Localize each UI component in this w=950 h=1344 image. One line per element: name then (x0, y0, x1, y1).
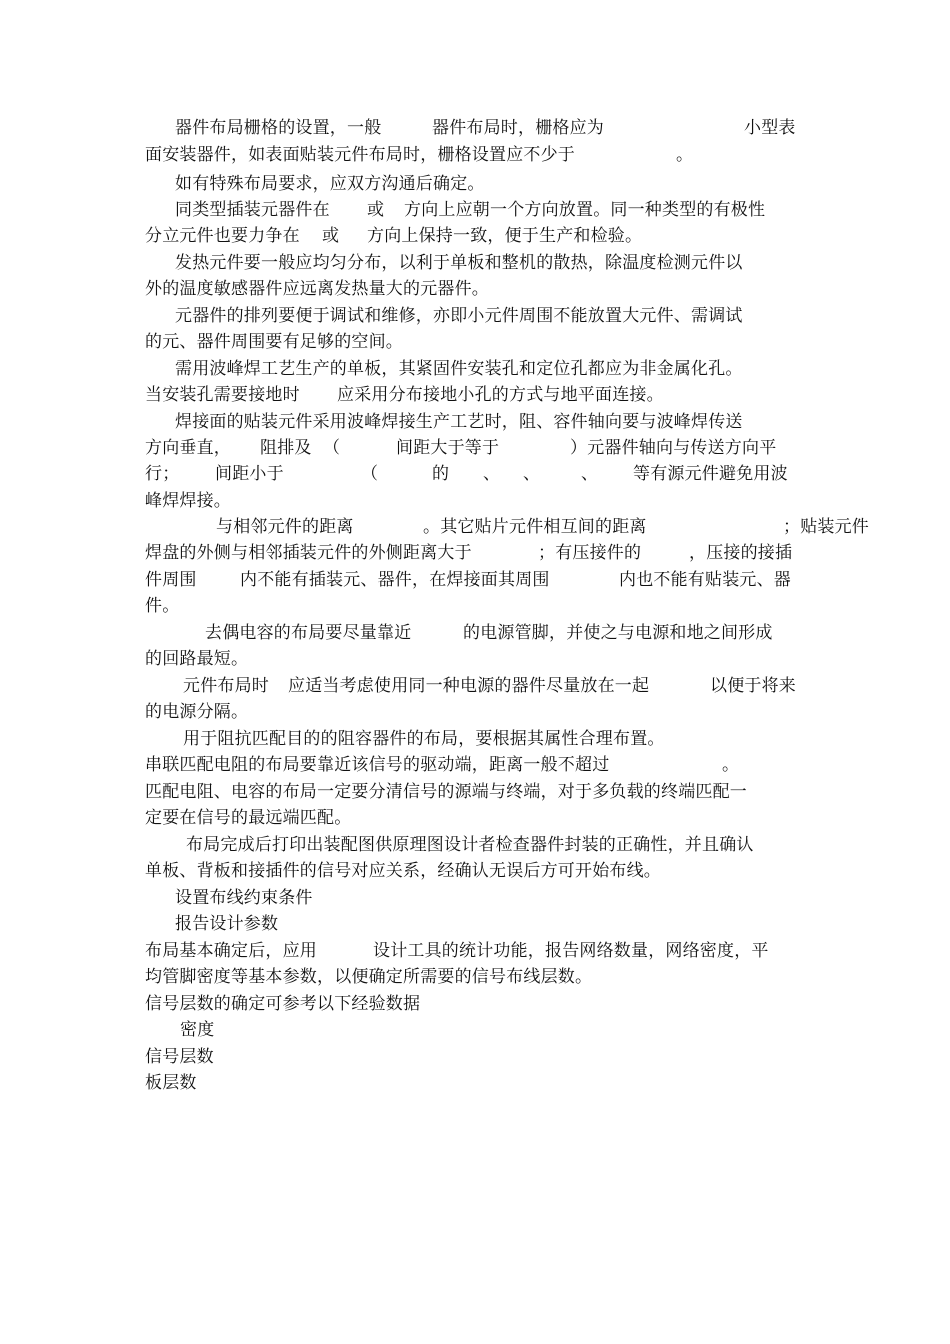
text-segment: 需用波峰焊工艺生产的单板，其紧固件安装孔和定位孔都应为非金属化孔。 (175, 359, 743, 379)
text-segment: 器件布局栅格的设置，一般 (175, 118, 382, 138)
text-segment: 小型表 (744, 118, 796, 138)
text-segment: 定要在信号的最远端匹配。 (145, 808, 352, 828)
text-segment: 报告设计参数 (175, 914, 279, 934)
text-segment: 的回路最短。 (145, 649, 249, 669)
text-segment: 密度 (180, 1020, 215, 1040)
text-segment: 元件布局时 (183, 676, 269, 696)
text-segment: 设置布线约束条件 (175, 888, 313, 908)
text-segment: 如有特殊布局要求，应双方沟通后确定。 (175, 174, 485, 194)
text-segment: 面安装器件，如表面贴装元件布局时，栅格设置应不少于 (145, 145, 575, 165)
text-segment: 布局基本确定后，应用 (145, 941, 317, 961)
text-segment: 阻排及 (260, 438, 312, 458)
text-segment: 。 (722, 755, 740, 775)
text-segment: 串联匹配电阻的布局要靠近该信号的驱动端，距离一般不超过 (145, 755, 610, 775)
text-segment: 件周围 (145, 570, 197, 590)
text-segment: 应采用分布接地小孔的方式与地平面连接。 (337, 385, 664, 405)
text-segment: 应适当考虑使用同一种电源的器件尽量放在一起 (288, 676, 650, 696)
text-segment: （ (323, 438, 341, 458)
text-segment: 间距小于 (215, 464, 284, 484)
text-segment: 方向垂直， (145, 438, 231, 458)
text-segment: 分立元件也要力争在 (145, 226, 300, 246)
text-segment: 方向上保持一致，便于生产和检验。 (367, 226, 643, 246)
text-segment: ；有压接件的 (538, 543, 642, 563)
text-segment: 信号层数 (145, 1047, 214, 1067)
text-segment: 、 (523, 464, 541, 484)
text-segment: 或 (322, 226, 340, 246)
text-segment: 或 (367, 200, 385, 220)
text-segment: ）元器件轴向与传送方向平 (570, 438, 777, 458)
text-segment: 方向上应朝一个方向放置。同一种类型的有极性 (404, 200, 766, 220)
text-segment: 、 (581, 464, 599, 484)
text-segment: 器件布局时，栅格应为 (432, 118, 604, 138)
text-segment: 内也不能有贴装元、器 (619, 570, 791, 590)
text-segment: 设计工具的统计功能，报告网络数量，网络密度，平 (373, 941, 769, 961)
text-segment: 板层数 (145, 1073, 197, 1093)
text-segment: 的元、器件周围要有足够的空间。 (145, 332, 403, 352)
text-segment: 信号层数的确定可参考以下经验数据 (145, 994, 421, 1014)
text-segment: 等有源元件避免用波 (633, 464, 788, 484)
text-segment: 。 (676, 145, 694, 165)
text-segment: ，压接的接插 (689, 543, 793, 563)
text-segment: 与相邻元件的距离 (216, 517, 354, 537)
text-segment: 焊接面的贴装元件采用波峰焊接生产工艺时，阻、容件轴向要与波峰焊传送 (175, 412, 743, 432)
text-segment: 行； (145, 464, 180, 484)
text-segment: 的 (432, 464, 450, 484)
text-segment: 去偶电容的布局要尽量靠近 (205, 623, 412, 643)
text-segment: 布局完成后打印出装配图供原理图设计者检查器件封装的正确性，并且确认 (186, 835, 754, 855)
text-segment: 同类型插装元器件在 (175, 200, 330, 220)
text-segment: 元器件的排列要便于调试和维修，亦即小元件周围不能放置大元件、需调试 (175, 306, 743, 326)
text-segment: 发热元件要一般应均匀分布，以利于单板和整机的散热，除温度检测元件以 (175, 253, 743, 273)
text-segment: 内不能有插装元、器件，在焊接面其周围 (240, 570, 550, 590)
text-segment: 匹配电阻、电容的布局一定要分清信号的源端与终端，对于多负载的终端匹配一 (145, 782, 747, 802)
text-segment: 单板、背板和接插件的信号对应关系，经确认无误后方可开始布线。 (145, 861, 661, 881)
text-segment: 。其它贴片元件相互间的距离 (423, 517, 647, 537)
text-segment: 以便于将来 (710, 676, 796, 696)
text-segment: ；贴装元件 (783, 517, 869, 537)
text-segment: （ (361, 464, 379, 484)
text-segment: 用于阻抗匹配目的的阻容器件的布局，要根据其属性合理布置。 (183, 729, 665, 749)
text-segment: 、 (483, 464, 501, 484)
text-segment: 间距大于等于 (396, 438, 500, 458)
text-segment: 的电源分隔。 (145, 702, 249, 722)
text-segment: 焊盘的外侧与相邻插装元件的外侧距离大于 (145, 543, 472, 563)
text-segment: 峰焊焊接。 (145, 491, 231, 511)
text-segment: 外的温度敏感器件应远离发热量大的元器件。 (145, 279, 489, 299)
text-segment: 的电源管脚，并使之与电源和地之间形成 (463, 623, 773, 643)
text-segment: 均管脚密度等基本参数，以便确定所需要的信号布线层数。 (145, 967, 593, 987)
text-segment: 件。 (145, 596, 180, 616)
text-segment: 当安装孔需要接地时 (145, 385, 300, 405)
